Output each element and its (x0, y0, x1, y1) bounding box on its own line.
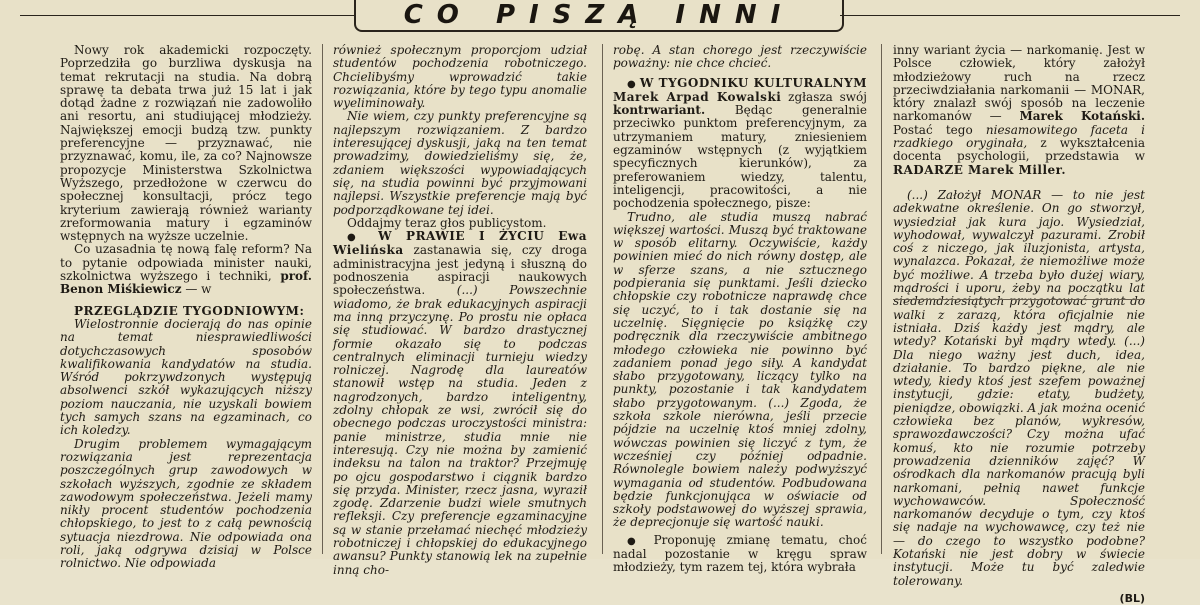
quote-paragraph: również społecznym proporcjom udział studentów pochodzenia robotniczego. Chcielibyśmy wprowadzić takie rozwiązania, które by tego typu anomalie wyeliminowały. (333, 43, 587, 111)
column-divider (602, 44, 603, 554)
masthead (0, 0, 1200, 34)
text-column-3 (613, 43, 868, 575)
text-run: Proponuję zmianę tematu, choć nadal pozostanie w kręgu spraw młodzieży, tym razem tej, która wybrała (613, 532, 867, 575)
section-divider (893, 299, 1145, 300)
bullet-icon: ● (627, 78, 636, 90)
paragraph (613, 534, 867, 575)
text-column-2 (333, 43, 587, 577)
quote-paragraph: robę. A stan chorego jest rzeczywiście poważny: nie chce chcieć. (613, 43, 867, 71)
quote-paragraph: Drugim problemem wymagającym rozwiązania jest reprezentacja poszczególnych grup zawodowych w szkołach wyższych, zgodnie ze składem zawodowym społeczeństwa. Jeżeli mamy nikły procent studentów pochodzenia chłopskiego, to jest to z całą pewnością sytuacja niezdrowa. Nie odpowiada ona roli, jaką odgrywa dzisiaj w Polsce rolnictwo. Nie odpowiada (60, 436, 312, 571)
source-heading: RADARZE Marek Miller. (893, 162, 1067, 177)
text-column-1 (60, 43, 312, 571)
paragraph: Oddajmy teraz głos publicystom. (347, 215, 547, 230)
header-rule-left (20, 15, 354, 16)
quote-paragraph: Wielostronnie docierają do nas opinie na temat niesprawiedliwości dotychczasowych sposobów kwalifikowania kandydatów na studia. Wśród pokrzywdzonych występują absolwenci szkół wykazujących niższy poziom nauczania, nie uzyskali bowiem tych samych szans na egzaminach, co ich koledzy. (60, 316, 312, 438)
quote-paragraph: Nie wiem, czy punkty preferencyjne są najlepszym rozwiązaniem. Z bardzo interesującej dyskusji, jaką na ten temat prowadzimy, dowiedzieliśmy się, że, zdaniem większości wypowiadających się, na studia powinni być przyjmowani najlepsi. Wszystkie preferencje mają być podporządkowane tej idei. (333, 109, 587, 217)
header-rule-right (840, 15, 1180, 16)
paragraph (60, 243, 312, 296)
keyword: kontrwariant. (613, 103, 706, 118)
text-run: Postać tego (893, 122, 973, 137)
source-heading: W TYGODNIKU KULTURALNYM Marek Arpad Kowalski (613, 75, 867, 104)
paragraph (333, 230, 587, 577)
text-run: Będąc generalnie przeciwko punktom preferencyjnym, za utrzymaniem matury, zniesieniem egzaminów wstępnych (z wyjątkiem specyficznych kierunków), za preferowaniem wiedzy, talentu, inteligencji, pracowitości, a nie pochodzenia społecznego, pisze: (613, 103, 867, 211)
text-run: — w (185, 282, 212, 297)
paragraph (893, 44, 1145, 177)
source-heading: PRZEGLĄDZIE TYGODNIOWYM: (74, 303, 305, 318)
column-divider (881, 44, 882, 554)
quote-run: (...) Powszechnie wiadomo, że brak edukacyjnych aspiracji ma inną przyczynę. Po prostu nie opłaca się studiować. W bardzo drastycznej formie okazało się to podczas centralnych eliminacji turnieju wiedzy rolniczej. Nagrodę dla laureatów stanowił wstęp na studia. Jeden z nagrodzonych, bardzo inteligentny, zdolny chłopak ze wsi, zwrócił się do obecnego podczas uroczystości ministra: panie ministrze, studia mnie nie interesują. Czy nie można by zamienić indeksu na talon na traktor? Przejmuję po ojcu gospodarstwo i ciągnik bardzo się przyda. Minister, rzecz jasna, wyraził zgodę. Zdarzenie budzi wiele smutnych refleksji. Czy preferencje egzaminacyjne są w stanie przełamać niechęć młodzieży robotniczej i chłopskiej do edukacyjnego awansu? Punkty stanowią lek na zupełnie inną cho- (333, 283, 587, 577)
person-name: Marek Kotański. (1019, 109, 1145, 124)
column-divider (322, 44, 323, 554)
bullet-icon: ● (627, 535, 643, 547)
text-run: zastanawia się, czy droga administracyjna jest jedyną i słuszną do podnoszenia aspiracji naukowych społeczeństwa. (333, 243, 587, 298)
text-run: zgłasza swój (788, 89, 868, 104)
text-run: Co uzasadnia tę nową falę reform? Na to pytanie odpowiada minister nauki, szkolnictwa wyższego i techniki, (60, 242, 312, 284)
paragraph: Nowy rok akademicki rozpoczęty. Poprzedziła go burzliwa dyskusja na temat rekrutacji na studia. Na dobrą sprawę ta debata trwa już 15 lat i jak dotąd żadne z rozwiązań nie zadowoliło ani resortu, ani studiującej młodzieży. Największej emocji budzą tzw. punkty preferencyjne — przyznawać, nie przyznawać, komu, ile, za co? Najnowsze propozycje Ministerstwa Szkolnictwa Wyższego, przedłożone w czerwcu do społecznej konsultacji, prócz tego kryterium zawierają również warianty zreformowania matury i egzaminów wstępnych na wyższe uczelnie. (60, 43, 312, 244)
source-heading: W PRAWIE I ŻYCIU Ewa Wielińska (333, 229, 587, 258)
author-name: prof. Benon Miśkiewicz (60, 269, 312, 297)
title-box (354, 0, 844, 32)
text-run: inny wariant życia — narkomanię. Jest w Polsce człowiek, który założył młodzieżowy ruch na rzecz przeciwdziałania narkomanii — MONAR, który znalazł swój sposób na leczenie narkomanów — (893, 43, 1145, 124)
bullet-icon: ● (347, 232, 366, 244)
quote-run: niesamowitego faceta i rzadkiego oryginała, (893, 122, 1145, 151)
text-run: z wykształcenia docenta psychologii, przedstawia w (893, 136, 1145, 164)
paragraph (613, 77, 867, 211)
column-title: CO PISZĄ INNI (403, 0, 795, 30)
quote-paragraph: Trudno, ale studia muszą nabrać większej wartości. Muszą być traktowane w sposób elitarny. Oczywiście, każdy powinien mieć do nich równy dostęp, ale w sferze szans, a nie sztucznego podpierania się punktami. Jeśli dziecko chłopskie czy robotnicze naprawdę chce się uczyć, to i tak dostanie się na uczelnię. Sięgnięcie po książkę czy podręcznik dla rzeczywiście ambitnego młodego człowieka nie powinno być zadaniem ponad jego siły. A kandydat słabo przygotowany, liczący tylko na punkty, pozostanie i tak kandydatem słabo przygotowanym. (...) Zgoda, że szkoła szkole nierówna, jeśli przecie pójdzie na uczelnię ktoś mniej zdolny, wówczas powinien się liczyć z tym, że wcześniej czy później odpadnie. Równolegle bowiem należy podwyższyć wymagania od studentów. Podbudowana będzie funkcjonująca w oświacie od szkoły podstawowej do wyższej sprawia, że deprecjonuje się wartość nauki. (613, 209, 867, 530)
quote-paragraph: (...) Założył MONAR — to nie jest adekwatne określenie. On go stworzył, wysiedział jak kura jajo. Wysiedział, wyhodował, wywalczył pazurami. Zrobił coś z niczego, jak iluzjonista, artysta, wynalazca. Pokazał, że niemożliwe może być możliwe. A trzeba było dużej wiary, mądrości i uporu, żeby na początku lat siedemdziesiątych przygotować grunt do walki z zarazą, która oficjalnie nie istniała. Dziś każdy jest mądry, ale wtedy? Kotański był mądry wtedy. (...) Dla niego ważny jest duch, idea, działanie. To bardzo piękne, ale nie wtedy, kiedy ktoś jest szefem poważnej instytucji, gdzie: etaty, budżety, pieniądze, obowiązki. A jak można ocenić człowieka bez planów, wykresów, sprawozdawczości? Czy można ufać komuś, kto nie rozumie potrzeby prowadzenia dzienników zajęć? W ośrodkach dla narkomanów pracują byli narkomani, pełnią nawet funkcje wychowawców. Społeczność narkomanów decyduje o tym, czy ktoś się nadaje na wychowawcę, czy też nie — do czego to wszystko podobne? Kotański nie jest dobry w świecie instytucji. Może tu być zaledwie tolerowany. (893, 187, 1145, 588)
author-signature: (BL) (1119, 591, 1145, 605)
